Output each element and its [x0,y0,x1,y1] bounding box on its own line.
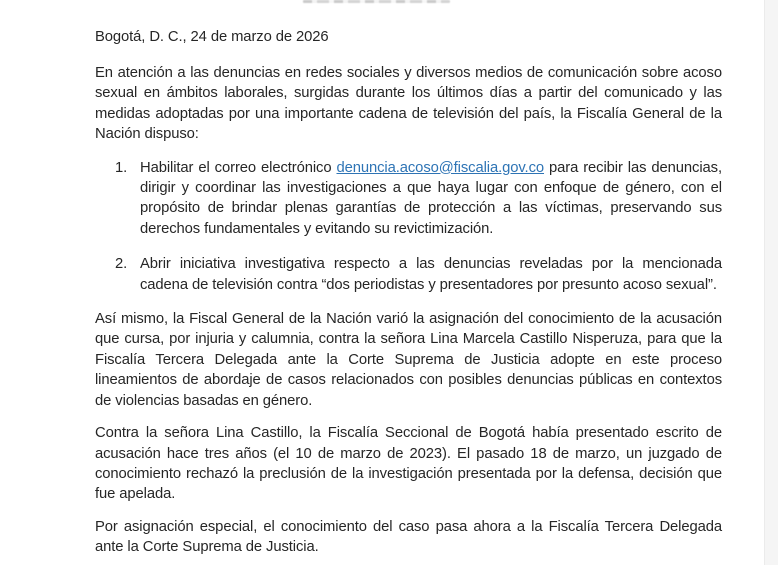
page-edge-strip [764,0,778,565]
list-item-number: 2. [115,256,128,273]
date-line: Bogotá, D. C., 24 de marzo de 2026 [95,29,329,45]
list-item-2 [95,254,722,295]
list-item-text-after-link: para recibir las denuncias, dirigir y coordinar las investigaciones a que haya lugar con enfoque de género, con el propósito de brindar plenas garantías de protección a las víctimas, preservando sus derechos fundamentales y evitando su revictimización. [140,159,722,237]
intro-paragraph: En atención a las denuncias en redes sociales y diversos medios de comunicación sobre acoso sexual en ámbitos laborales, surgidas durante los últimos días a partir del comunicado y las medidas adoptadas por una importante cadena de televisión del país, la Fiscalía General de la Nación dispuso: [95,65,722,143]
list-item-text: Abrir iniciativa investigativa respecto a las denuncias reveladas por la mencionada cadena de televisión contra “dos periodistas y presentadores por presunto acoso sexual”. [140,256,722,293]
document-content [95,0,722,558]
paragraph-case-history: Contra la señora Lina Castillo, la Fiscalía Seccional de Bogotá había presentado escrito de acusación hace tres años (el 10 de marzo de 2023). El pasado 18 de marzo, un juzgado de conocimiento rechazó la preclusión de la investigación presentada por la defensa, decisión que fue apelada. [95,425,722,503]
email-link[interactable]: denuncia.acoso@fiscalia.gov.co [336,159,545,176]
numbered-list [95,158,722,295]
list-item-1 [95,158,722,240]
paragraph-reassignment: Así mismo, la Fiscal General de la Nación varió la asignación del conocimiento de la acusación que cursa, por injuria y calumnia, contra la señora Lina Marcela Castillo Nisperuza, para que la Fiscalía Tercera Delegada ante la Corte Suprema de Justicia adopte en este proceso lineamientos de abordaje de casos relacionados con posibles denuncias públicas en contextos de violencias basadas en género. [95,311,722,409]
list-item-number: 1. [115,159,128,176]
paragraph-special-assignment: Por asignación especial, el conocimiento del caso pasa ahora a la Fiscalía Tercera Delegada ante la Corte Suprema de Justicia. [95,518,722,556]
list-item-text-before-link: Habilitar el correo electrónico [140,159,337,176]
list-item-text [140,158,722,240]
